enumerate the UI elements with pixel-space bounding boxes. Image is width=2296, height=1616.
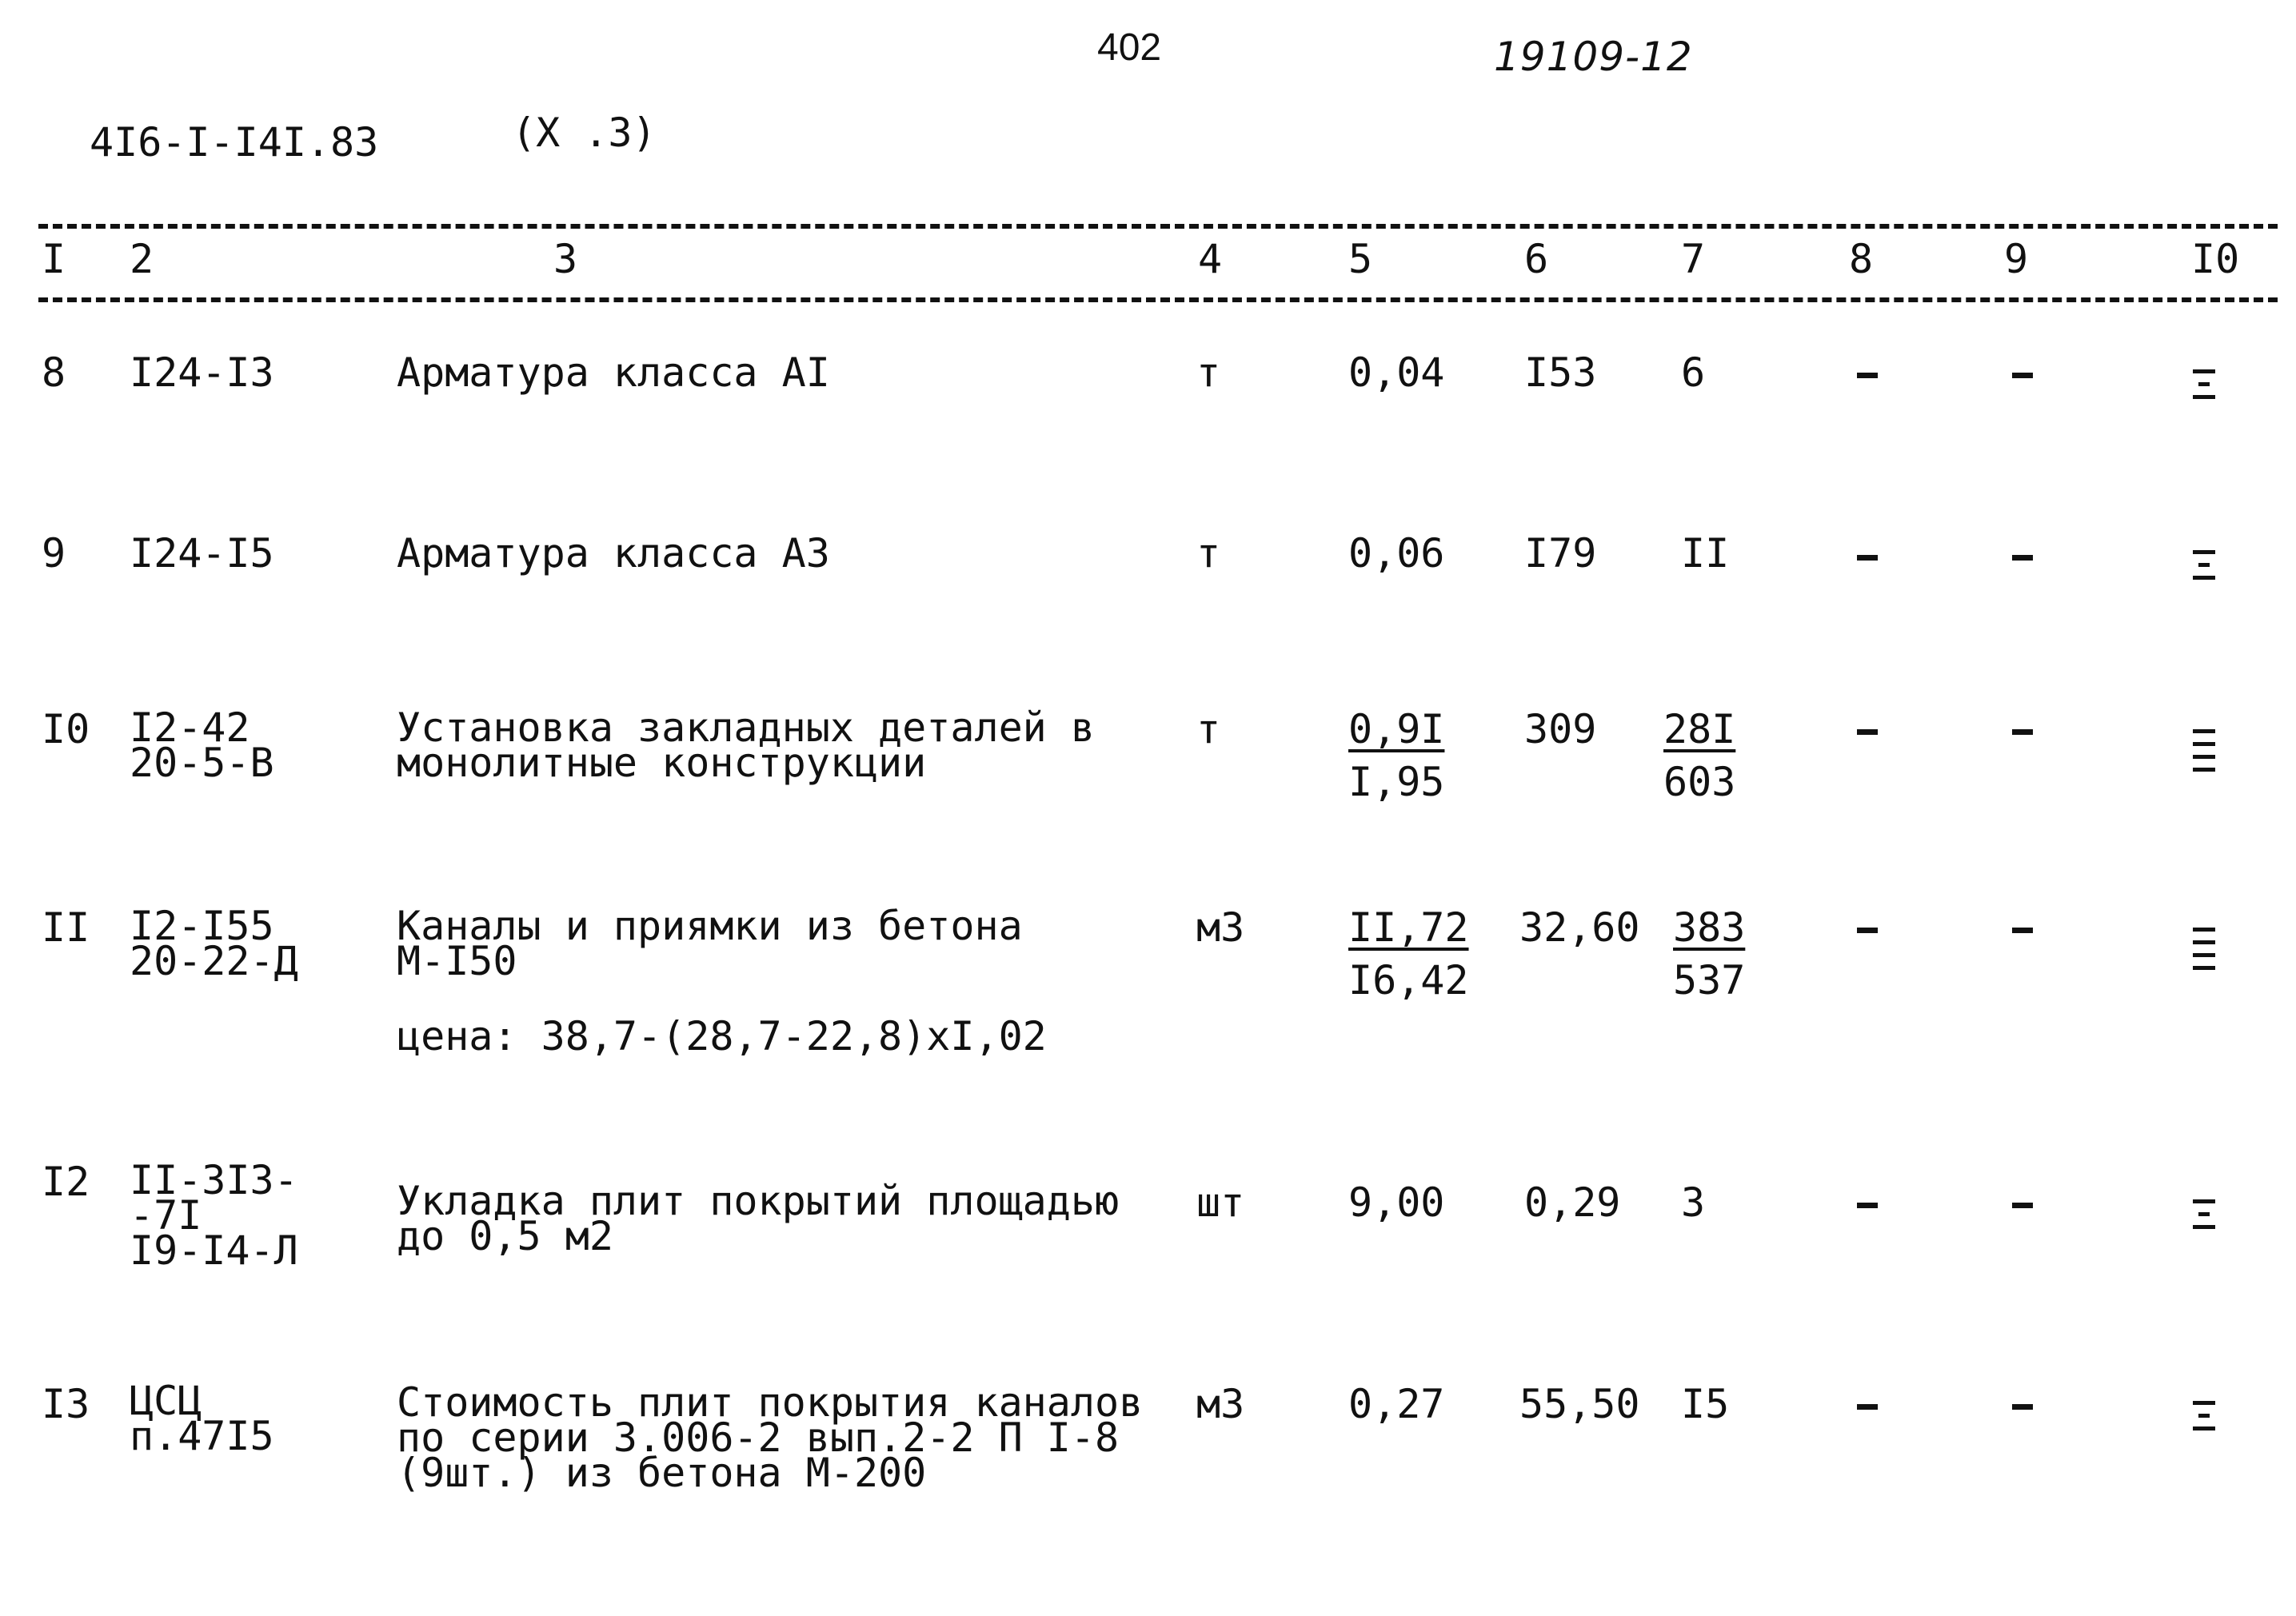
- row-code-line: II-3I3-: [130, 1157, 298, 1203]
- row-code-line: -7I: [130, 1192, 202, 1239]
- column-header: 3: [553, 236, 578, 282]
- row-col8-dash: [1857, 729, 1878, 735]
- row-unit: т: [1196, 530, 1221, 577]
- row-col10-mark: [2188, 1199, 2220, 1238]
- row-col10-mark: [2188, 369, 2220, 408]
- row-description: [397, 1379, 1144, 1496]
- row-description: [397, 704, 1095, 786]
- row-description-line: монолитные конструкции: [397, 740, 927, 786]
- row-description: [397, 903, 1023, 984]
- row-code-line: 20-22-Д: [130, 938, 298, 984]
- row-col9-dash: [2012, 928, 2033, 933]
- column-header: 5: [1348, 236, 1373, 282]
- row-unit-price: I53: [1524, 349, 1597, 396]
- row-col10-mark: [2188, 928, 2220, 979]
- row-number: I0: [42, 706, 90, 752]
- row-unit: т: [1196, 349, 1221, 396]
- row-number: I2: [42, 1159, 90, 1205]
- row-quantity: 0,04: [1348, 349, 1445, 396]
- row-quantity-numerator: 0,9I: [1348, 706, 1445, 752]
- column-header: 7: [1681, 236, 1706, 282]
- row-total-denominator: 603: [1663, 759, 1736, 805]
- page-number: 402: [1097, 26, 1162, 69]
- row-col8-dash: [1857, 1203, 1878, 1208]
- row-description-line: Каналы и приямки из бетона: [397, 903, 1023, 949]
- row-description-line: по серии 3.006-2 вып.2-2 П I-8: [397, 1414, 1120, 1461]
- row-price-note: цена: 38,7-(28,7-22,8)хI,02: [397, 1013, 1047, 1059]
- row-code: I24-I3: [130, 349, 274, 396]
- row-code-line: I2-I55: [130, 903, 274, 949]
- row-description: Арматура класса A3: [397, 530, 830, 577]
- row-col8-dash: [1857, 1404, 1878, 1410]
- row-quantity-denominator: I6,42: [1348, 957, 1469, 1004]
- column-header: 8: [1849, 236, 1874, 282]
- row-total-numerator: 28I: [1663, 706, 1736, 752]
- row-number: II: [42, 904, 90, 951]
- row-unit-price: 309: [1524, 706, 1597, 752]
- row-total: 3: [1681, 1179, 1706, 1226]
- row-code-line: 20-5-В: [130, 740, 274, 786]
- document-code: 4I6-I-I4I.83: [90, 119, 379, 166]
- row-quantity-numerator: II,72: [1348, 904, 1469, 951]
- header-top-rule: [38, 224, 2278, 229]
- row-description: [397, 1178, 1120, 1259]
- row-description-line: М-I50: [397, 938, 517, 984]
- row-col10-mark: [2188, 550, 2220, 589]
- row-code-line: I9-I4-Л: [130, 1227, 298, 1274]
- row-code: [130, 1378, 274, 1459]
- row-col9-dash: [2012, 555, 2033, 561]
- row-col8-dash: [1857, 373, 1878, 378]
- column-header: I: [42, 236, 66, 282]
- row-quantity-denominator: I,95: [1348, 759, 1445, 805]
- row-unit: м3: [1196, 904, 1245, 951]
- row-number: I3: [42, 1381, 90, 1427]
- row-code-line: I2-42: [130, 704, 250, 751]
- column-header: 6: [1524, 236, 1549, 282]
- row-col10-mark: [2188, 1401, 2220, 1439]
- row-total: II: [1681, 530, 1730, 577]
- row-unit-price: 55,50: [1519, 1381, 1640, 1427]
- row-code: [130, 1157, 298, 1274]
- row-unit: шт: [1196, 1179, 1245, 1226]
- header-bottom-rule: [38, 297, 2278, 302]
- row-description-line: Установка закладных деталей в: [397, 704, 1095, 751]
- row-col9-dash: [2012, 1203, 2033, 1208]
- row-description-line: (9шт.) из бетона М-200: [397, 1450, 927, 1496]
- row-unit: м3: [1196, 1381, 1245, 1427]
- row-description-line: Укладка плит покрытий площадью: [397, 1178, 1120, 1224]
- handwritten-code: 19109-12: [1494, 34, 1693, 80]
- row-quantity: 0,06: [1348, 530, 1445, 577]
- row-code: [130, 903, 298, 984]
- row-total-denominator: 537: [1673, 957, 1746, 1004]
- column-header: 2: [130, 236, 154, 282]
- row-code: I24-I5: [130, 530, 274, 577]
- row-unit-price: 0,29: [1524, 1179, 1621, 1226]
- row-col10-mark: [2188, 729, 2220, 780]
- section-reference: (X .3): [512, 110, 657, 156]
- row-unit: т: [1196, 706, 1221, 752]
- row-col8-dash: [1857, 928, 1878, 933]
- row-col9-dash: [2012, 1404, 2033, 1410]
- column-header: 4: [1198, 236, 1223, 282]
- row-unit-price: 32,60: [1519, 904, 1640, 951]
- row-code-line: ЦСЦ: [130, 1378, 202, 1424]
- row-description: Арматура класса AI: [397, 349, 830, 396]
- row-total-numerator: 383: [1673, 904, 1746, 951]
- column-header: 9: [2004, 236, 2029, 282]
- row-total: 6: [1681, 349, 1706, 396]
- row-description-line: Стоимость плит покрытия каналов: [397, 1379, 1144, 1426]
- row-total: I5: [1681, 1381, 1730, 1427]
- row-col9-dash: [2012, 729, 2033, 735]
- row-quantity: 9,00: [1348, 1179, 1445, 1226]
- row-code: [130, 704, 274, 786]
- column-header: I0: [2191, 236, 2240, 282]
- row-col9-dash: [2012, 373, 2033, 378]
- row-description-line: до 0,5 м2: [397, 1213, 613, 1259]
- row-col8-dash: [1857, 555, 1878, 561]
- row-code-line: п.47I5: [130, 1413, 274, 1459]
- row-number: 9: [42, 530, 66, 577]
- row-number: 8: [42, 349, 66, 396]
- row-unit-price: I79: [1524, 530, 1597, 577]
- row-quantity: 0,27: [1348, 1381, 1445, 1427]
